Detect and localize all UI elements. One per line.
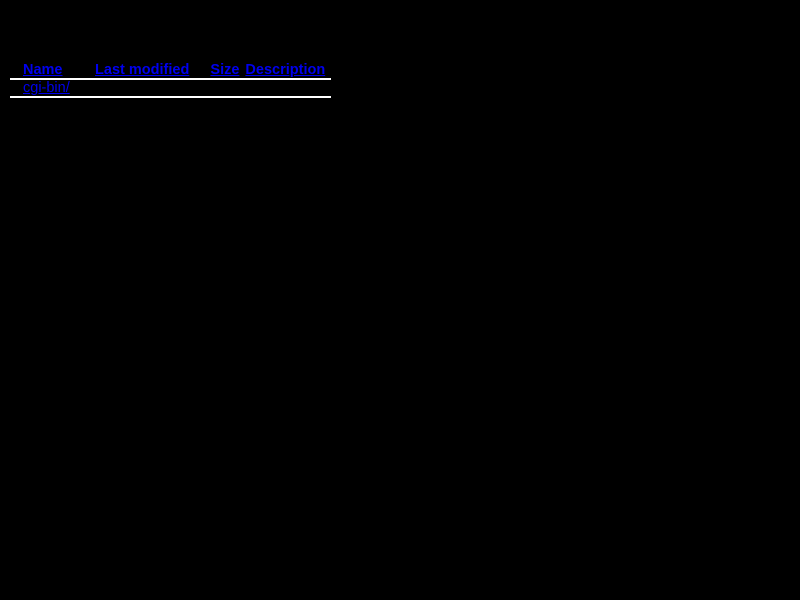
column-header-size — [202, 62, 245, 78]
column-header-name — [23, 62, 95, 78]
listing-header-row — [10, 62, 331, 78]
sort-by-size-link[interactable]: Size — [210, 62, 240, 78]
footer-divider-cell — [10, 96, 331, 98]
table-row[interactable] — [10, 80, 331, 96]
directory-link-cgi-bin[interactable]: cgi-bin/ — [23, 80, 70, 96]
footer-divider-row — [10, 96, 331, 98]
column-header-last-modified — [95, 62, 202, 78]
row-size-cell — [202, 80, 245, 96]
sort-by-description-link[interactable]: Description — [245, 62, 326, 78]
column-header-description — [245, 62, 331, 78]
row-description-cell — [245, 80, 331, 96]
row-modified-cell — [95, 80, 202, 96]
directory-listing — [10, 62, 331, 98]
page-title: Index of / — [10, 8, 108, 34]
row-name-cell — [23, 80, 95, 96]
listing-table — [10, 62, 331, 98]
horizontal-rule — [10, 96, 331, 98]
sort-by-name-link[interactable]: Name — [23, 62, 63, 78]
column-header-icon — [10, 62, 23, 78]
sort-by-last-modified-link[interactable]: Last modified — [95, 62, 190, 78]
row-icon-cell — [10, 80, 23, 96]
